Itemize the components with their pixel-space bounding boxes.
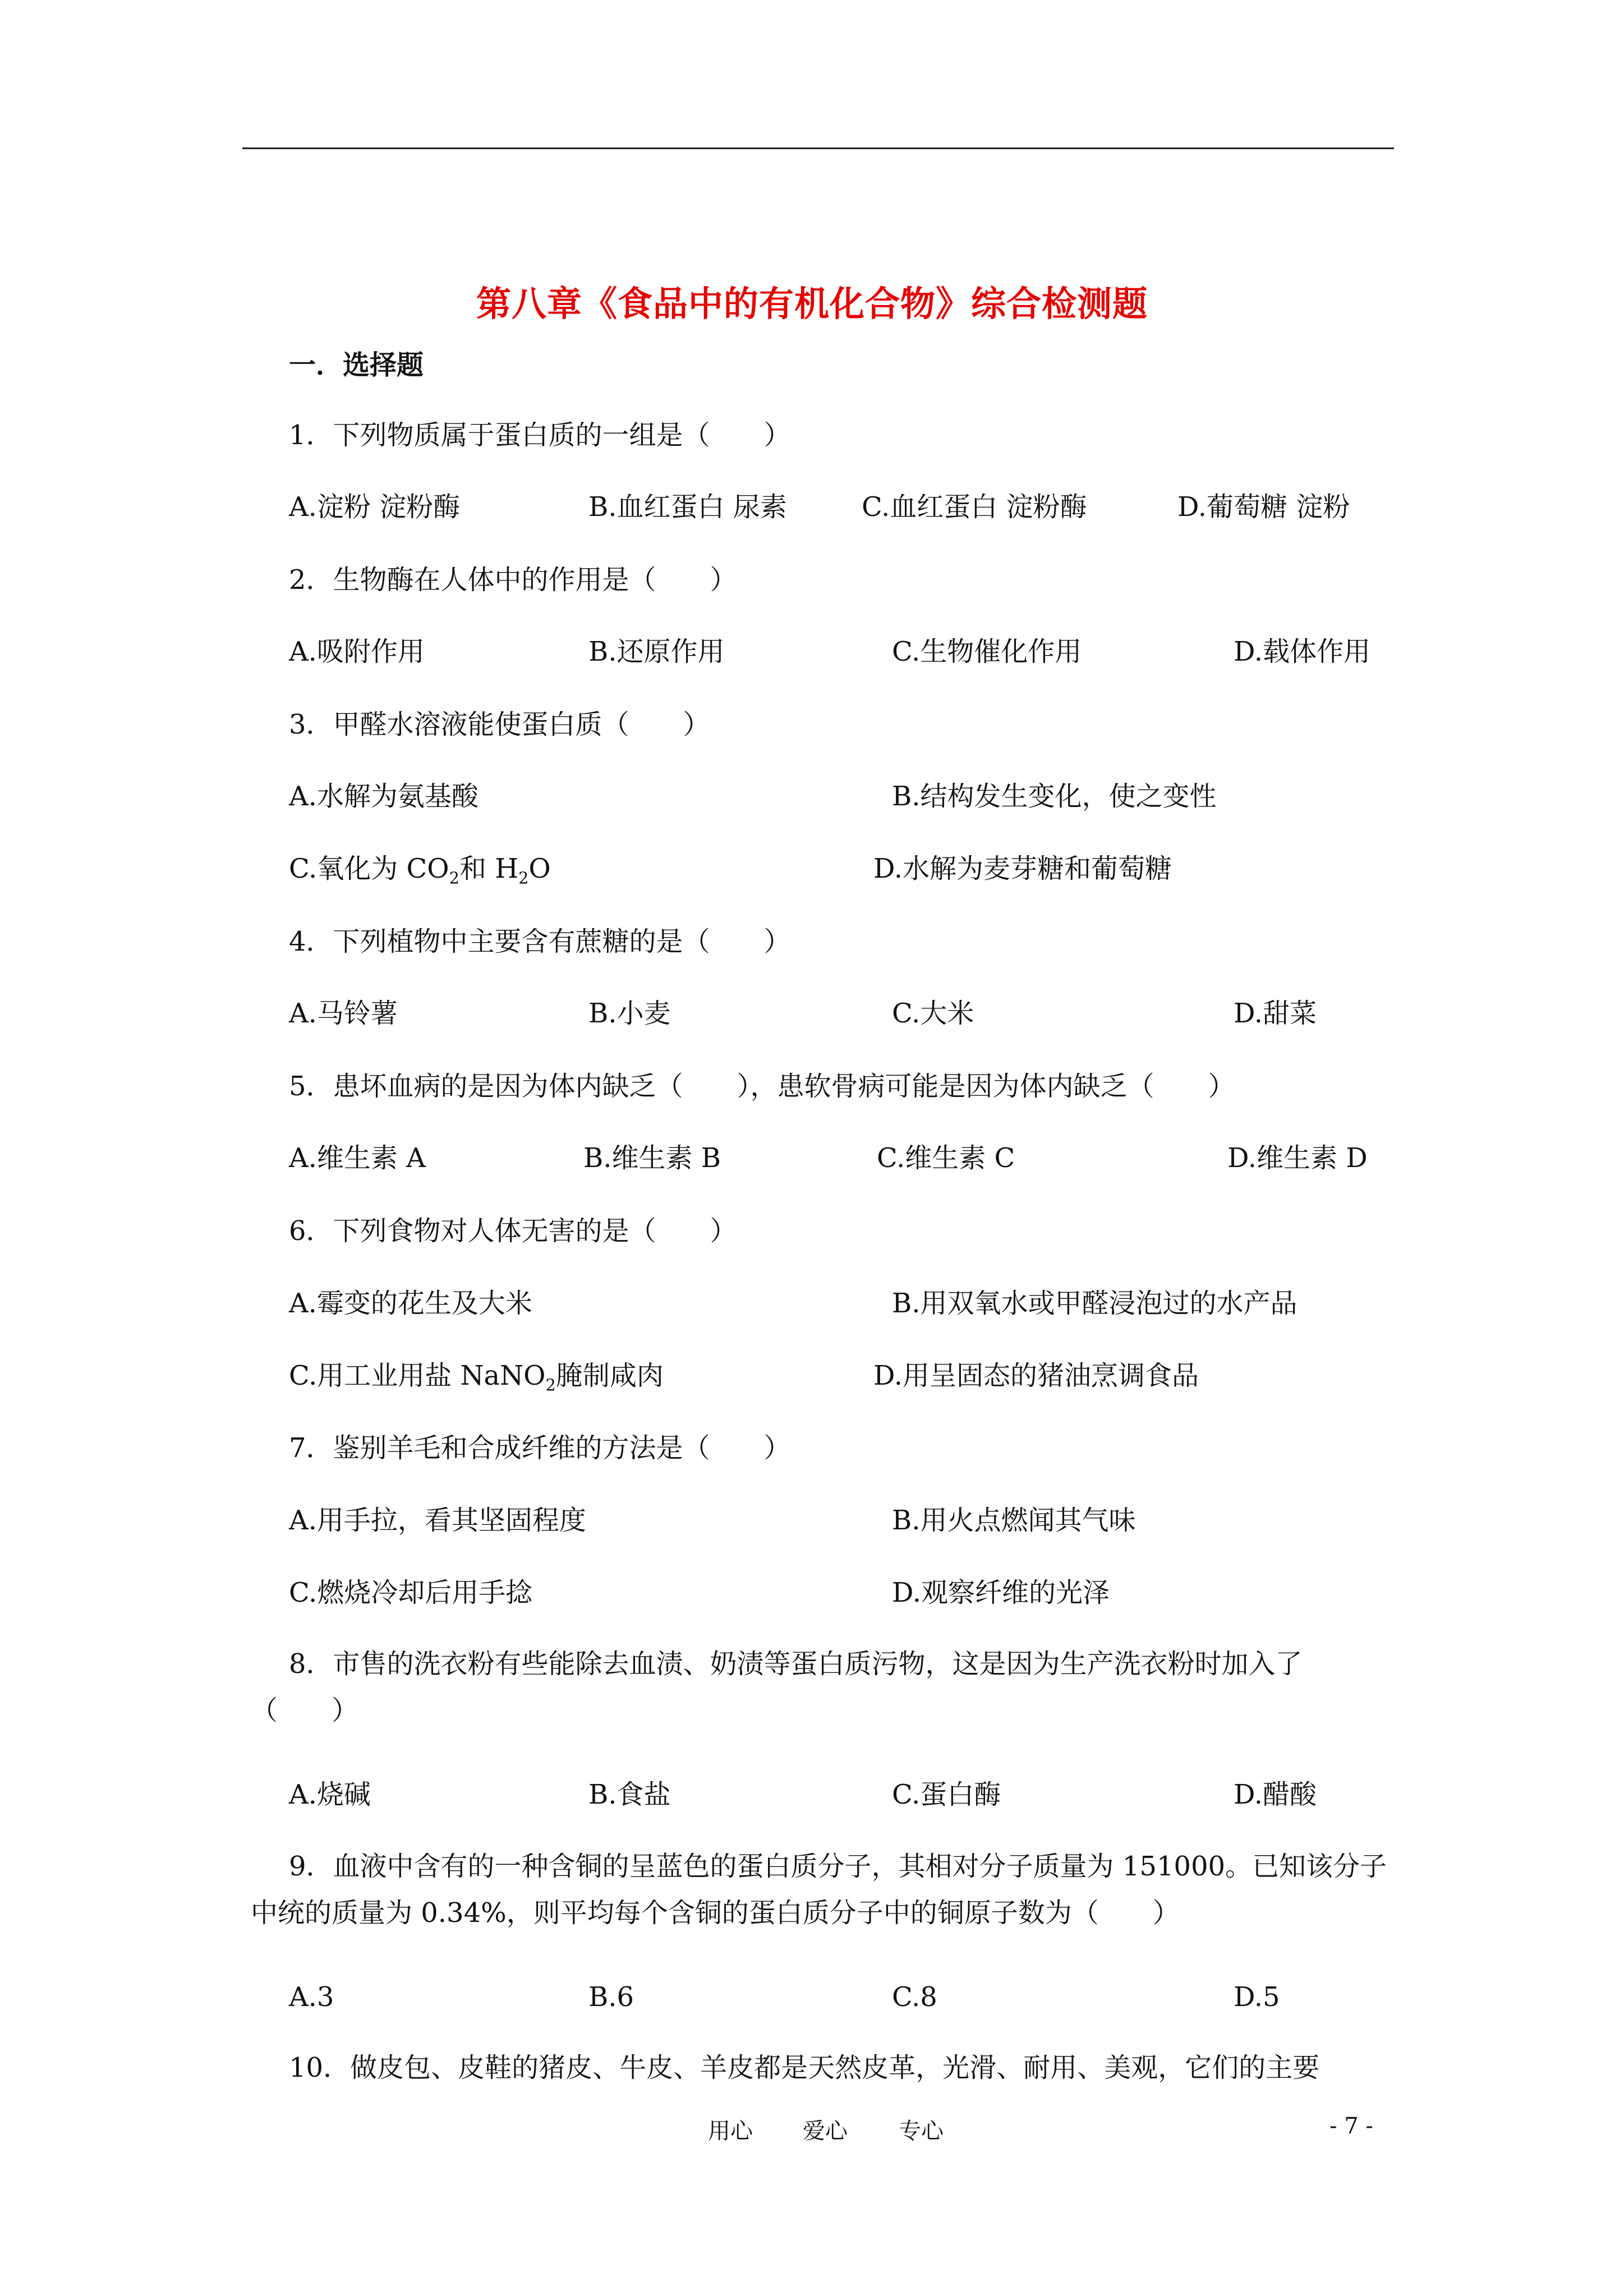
- question-7-option-d: D.观察纤维的光泽: [892, 1577, 1110, 1608]
- question-9-option-b: B.6: [588, 1981, 634, 2013]
- question-3-option-d: D.水解为麦芽糖和葡萄糖: [873, 853, 1172, 884]
- question-6-option-a: A.霉变的花生及大米: [289, 1288, 532, 1319]
- question-7-option-a: A.用手拉，看其坚固程度: [289, 1505, 586, 1536]
- question-2-stem: 2．生物酶在人体中的作用是（ ）: [289, 564, 737, 596]
- question-3-option-a: A.水解为氨基酸: [289, 781, 479, 812]
- question-5-option-c: C.维生素 C: [877, 1142, 1015, 1174]
- question-9-option-c: C.8: [892, 1981, 937, 2013]
- question-4-option-d: D.甜菜: [1234, 998, 1317, 1029]
- header-rule: [242, 147, 1394, 149]
- question-8-option-c: C.蛋白酶: [892, 1779, 1001, 1810]
- section-heading: 一．选择题: [289, 349, 424, 381]
- question-8-stem: 8．市售的洗衣粉有些能除去血渍、奶渍等蛋白质污物，这是因为生产洗衣粉时加入了（ ）: [251, 1648, 1303, 1726]
- page-title: 第八章《食品中的有机化合物》综合检测题: [476, 283, 1148, 324]
- question-5-option-d: D.维生素 D: [1227, 1142, 1368, 1174]
- footer-motto-3: 专心: [899, 2118, 944, 2144]
- question-4-option-c: C.大米: [892, 998, 974, 1029]
- question-9-option-d: D.5: [1234, 1981, 1280, 2013]
- question-3-stem: 3．甲醛水溶液能使蛋白质（ ）: [289, 709, 710, 740]
- question-8-option-d: D.醋酸: [1234, 1779, 1317, 1810]
- question-8-option-b: B.食盐: [588, 1779, 671, 1810]
- question-1-option-d: D.葡萄糖 淀粉: [1177, 491, 1350, 523]
- question-4-stem: 4．下列植物中主要含有蔗糖的是（ ）: [289, 926, 791, 957]
- question-8-option-a: A.烧碱: [289, 1779, 371, 1810]
- question-7-option-c: C.燃烧冷却后用手捻: [289, 1577, 533, 1608]
- question-6-stem: 6．下列食物对人体无害的是（ ）: [289, 1215, 737, 1247]
- question-7-option-b: B.用火点燃闻其气味: [892, 1505, 1136, 1536]
- question-6-option-c: C.用工业用盐 NaNO$_2$腌制咸肉: [289, 1360, 664, 1395]
- question-5-stem: 5．患坏血病的是因为体内缺乏（ ），患软骨病可能是因为体内缺乏（ ）: [289, 1071, 1235, 1102]
- question-2-option-c: C.生物催化作用: [892, 636, 1082, 667]
- question-9-stem: 9．血液中含有的一种含铜的呈蓝色的蛋白质分子，其相对分子质量为 151000。已知该分子中统的质量为 0.34%，则平均每个含铜的蛋白质分子中的铜原子数为（ ）: [251, 1851, 1387, 1929]
- footer-motto-2: 爱心: [803, 2118, 848, 2144]
- question-5-option-b: B.维生素 B: [583, 1142, 721, 1174]
- question-1-stem: 1．下列物质属于蛋白质的一组是（ ）: [289, 419, 791, 451]
- question-1-option-c: C.血红蛋白 淀粉酶: [862, 491, 1087, 523]
- question-3-option-b: B.结构发生变化，使之变性: [892, 781, 1217, 812]
- question-3-option-c: C.氧化为 $CO_2$和 $H_2O$: [289, 853, 551, 888]
- question-5-option-a: A.维生素 A: [289, 1142, 426, 1174]
- question-4-option-a: A.马铃薯: [289, 998, 398, 1029]
- question-9-option-a: A.3: [289, 1981, 334, 2013]
- question-1-option-b: B.血红蛋白 尿素: [588, 491, 787, 523]
- question-4-option-b: B.小麦: [588, 998, 671, 1029]
- question-7-stem: 7．鉴别羊毛和合成纤维的方法是（ ）: [289, 1432, 791, 1464]
- question-6-option-b: B.用双氧水或甲醛浸泡过的水产品: [892, 1288, 1298, 1319]
- question-10-stem: 10．做皮包、皮鞋的猪皮、牛皮、羊皮都是天然皮革，光滑、耐用、美观，它们的主要: [289, 2052, 1320, 2083]
- question-2-option-a: A.吸附作用: [289, 636, 425, 667]
- footer-motto-1: 用心: [708, 2118, 753, 2144]
- page-number: - 7 -: [1329, 2113, 1373, 2139]
- question-1-option-a: A.淀粉 淀粉酶: [289, 491, 461, 523]
- question-2-option-d: D.载体作用: [1234, 636, 1371, 667]
- question-6-option-d: D.用呈固态的猪油烹调食品: [873, 1360, 1199, 1391]
- question-2-option-b: B.还原作用: [588, 636, 725, 667]
